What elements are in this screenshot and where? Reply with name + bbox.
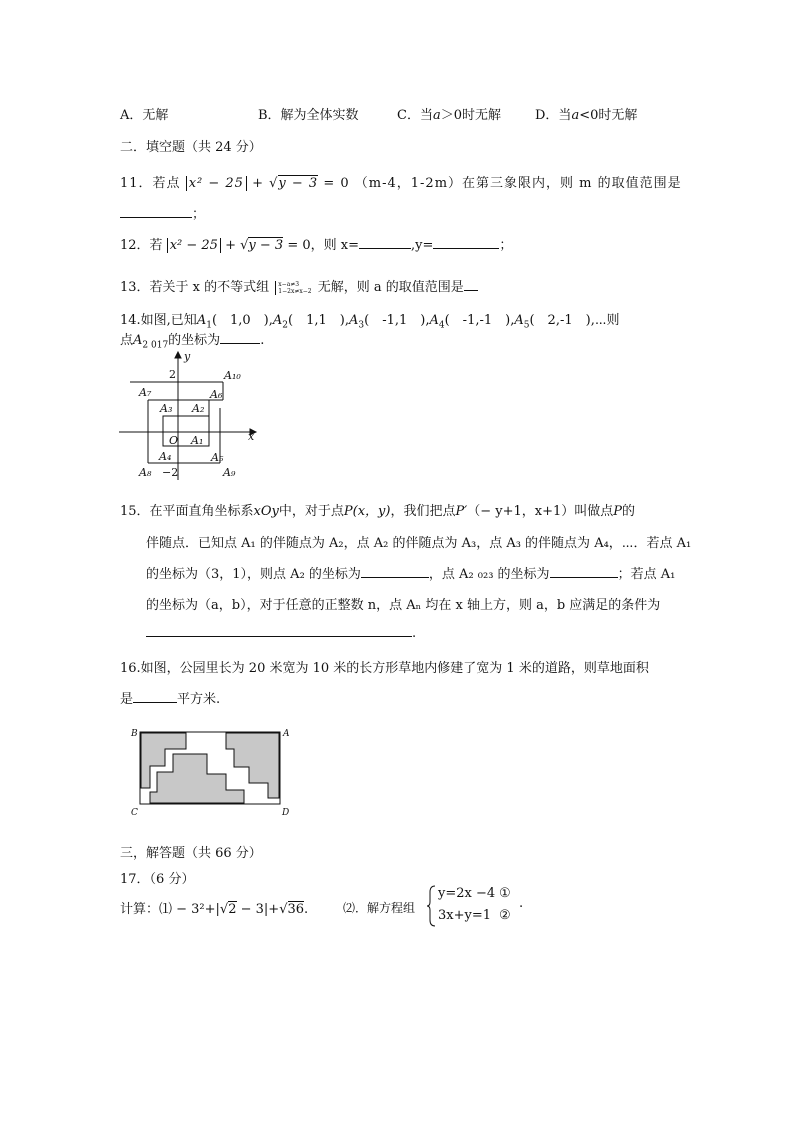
- label-x: x: [248, 430, 255, 443]
- brace-icon: [426, 884, 436, 928]
- question-17-part1: 计算：⑴ − 3²+|√2 − 3|+√36.: [120, 902, 309, 917]
- label-b: B: [131, 729, 138, 739]
- label-c: C: [131, 808, 138, 818]
- answer-blank-y[interactable]: [433, 236, 499, 249]
- label-a6: A₆: [210, 388, 223, 401]
- equation-1: y=2x −4: [438, 886, 496, 901]
- label-a4: A₄: [159, 450, 172, 463]
- question-17-part2-label: ⑵．解方程组: [343, 901, 416, 915]
- equation-1-tag: ①: [499, 886, 511, 901]
- label-a3: A₃: [160, 402, 173, 415]
- label-a2: A₂: [192, 402, 205, 415]
- option-d: D．当a<0时无解: [535, 108, 638, 123]
- question-15-line1: 15．在平面直角坐标系xOy中，对于点P(x，y)，我们把点P′（− y+1，x+1）叫做点P的: [120, 504, 635, 519]
- answer-blank[interactable]: [146, 624, 412, 637]
- question-14-line1: 14.如图,已知$A_1$( 1,0 )$,A_2$( 1,1 )$,A_3$( -1,1 )$,A_4$( -1,-1 )$,A_5$( 2,-1 ),⋯则: [120, 313, 620, 331]
- question-14-line2: 点$A_{2 017}$的坐标为 .: [120, 333, 265, 351]
- answer-blank[interactable]: [550, 565, 618, 578]
- question-16-line2: 是 平方米.: [120, 692, 221, 707]
- answer-blank[interactable]: [220, 331, 260, 344]
- label-d: D: [282, 808, 290, 818]
- label-a8: A₈: [139, 466, 152, 479]
- question-12: 12．若 x² − 25 + √y − 3 = 0，则 x= ,y= ；: [120, 238, 513, 253]
- question-17-head: 17．（6 分）: [120, 872, 195, 887]
- y-axis-arrow: [175, 352, 181, 358]
- option-b: B．解为全体实数: [258, 108, 359, 123]
- label-a7: A₇: [139, 386, 152, 399]
- question-11-answer: ；: [120, 203, 205, 222]
- question-13: 13．若关于 x 的不等式组 x−a≠3 1−2x≠x−2 无解，则 a 的取值范围是: [120, 276, 478, 295]
- label-a: A: [283, 729, 290, 739]
- question-15-line5: .: [146, 624, 416, 641]
- label-a5: A₅: [211, 451, 224, 464]
- label-a9: A₉: [223, 466, 236, 479]
- section-title-fill-in: 二．填空题（共 24 分）: [120, 140, 262, 155]
- option-c: C．当a＞0时无解: [397, 108, 501, 123]
- label-y: y: [184, 350, 191, 363]
- answer-blank[interactable]: [464, 278, 478, 291]
- label-a10: A₁₀: [224, 369, 241, 382]
- label-origin: O: [169, 434, 179, 447]
- tick-minus-2: −2: [162, 466, 179, 479]
- question-11: 11．若点 x² − 25 + √y − 3 = 0 （m-4，1-2m）在第三象限内，则 m 的取值范围是: [120, 176, 682, 191]
- equation-2-tag: ②: [499, 908, 511, 923]
- question-15-line3: 的坐标为（3，1），则点 A₂ 的坐标为 ，点 A₂ ₀₂₃ 的坐标为 ；若点 A₁: [146, 567, 676, 582]
- answer-blank[interactable]: [133, 690, 177, 703]
- question-15-line4: 的坐标为（a，b），对于任意的正整数 n，点 Aₙ 均在 x 轴上方，则 a，b 应满足的条件为: [146, 598, 661, 613]
- equation-2: 3x+y=1: [438, 908, 492, 923]
- figure-14-spiral: [115, 348, 265, 484]
- answer-blank[interactable]: [120, 205, 192, 218]
- label-a1: A₁: [191, 434, 204, 447]
- question-16-line1: 16.如图，公园里长为 20 米宽为 10 米的长方形草地内修建了宽为 1 米的道路，则草地面积: [120, 661, 649, 676]
- question-15-line2: 伴随点．已知点 A₁ 的伴随点为 A₂，点 A₂ 的伴随点为 A₃，点 A₃ 的伴随点为 A₄，⋯．若点 A₁: [146, 536, 692, 551]
- equation-end: .: [519, 896, 524, 911]
- answer-blank-x[interactable]: [359, 236, 411, 249]
- section-title-answer: 三，解答题（共 66 分）: [120, 846, 262, 861]
- option-a: A．无解: [120, 108, 169, 123]
- tick-2: 2: [169, 368, 176, 381]
- figure-16-park: [128, 724, 298, 820]
- answer-blank[interactable]: [361, 565, 429, 578]
